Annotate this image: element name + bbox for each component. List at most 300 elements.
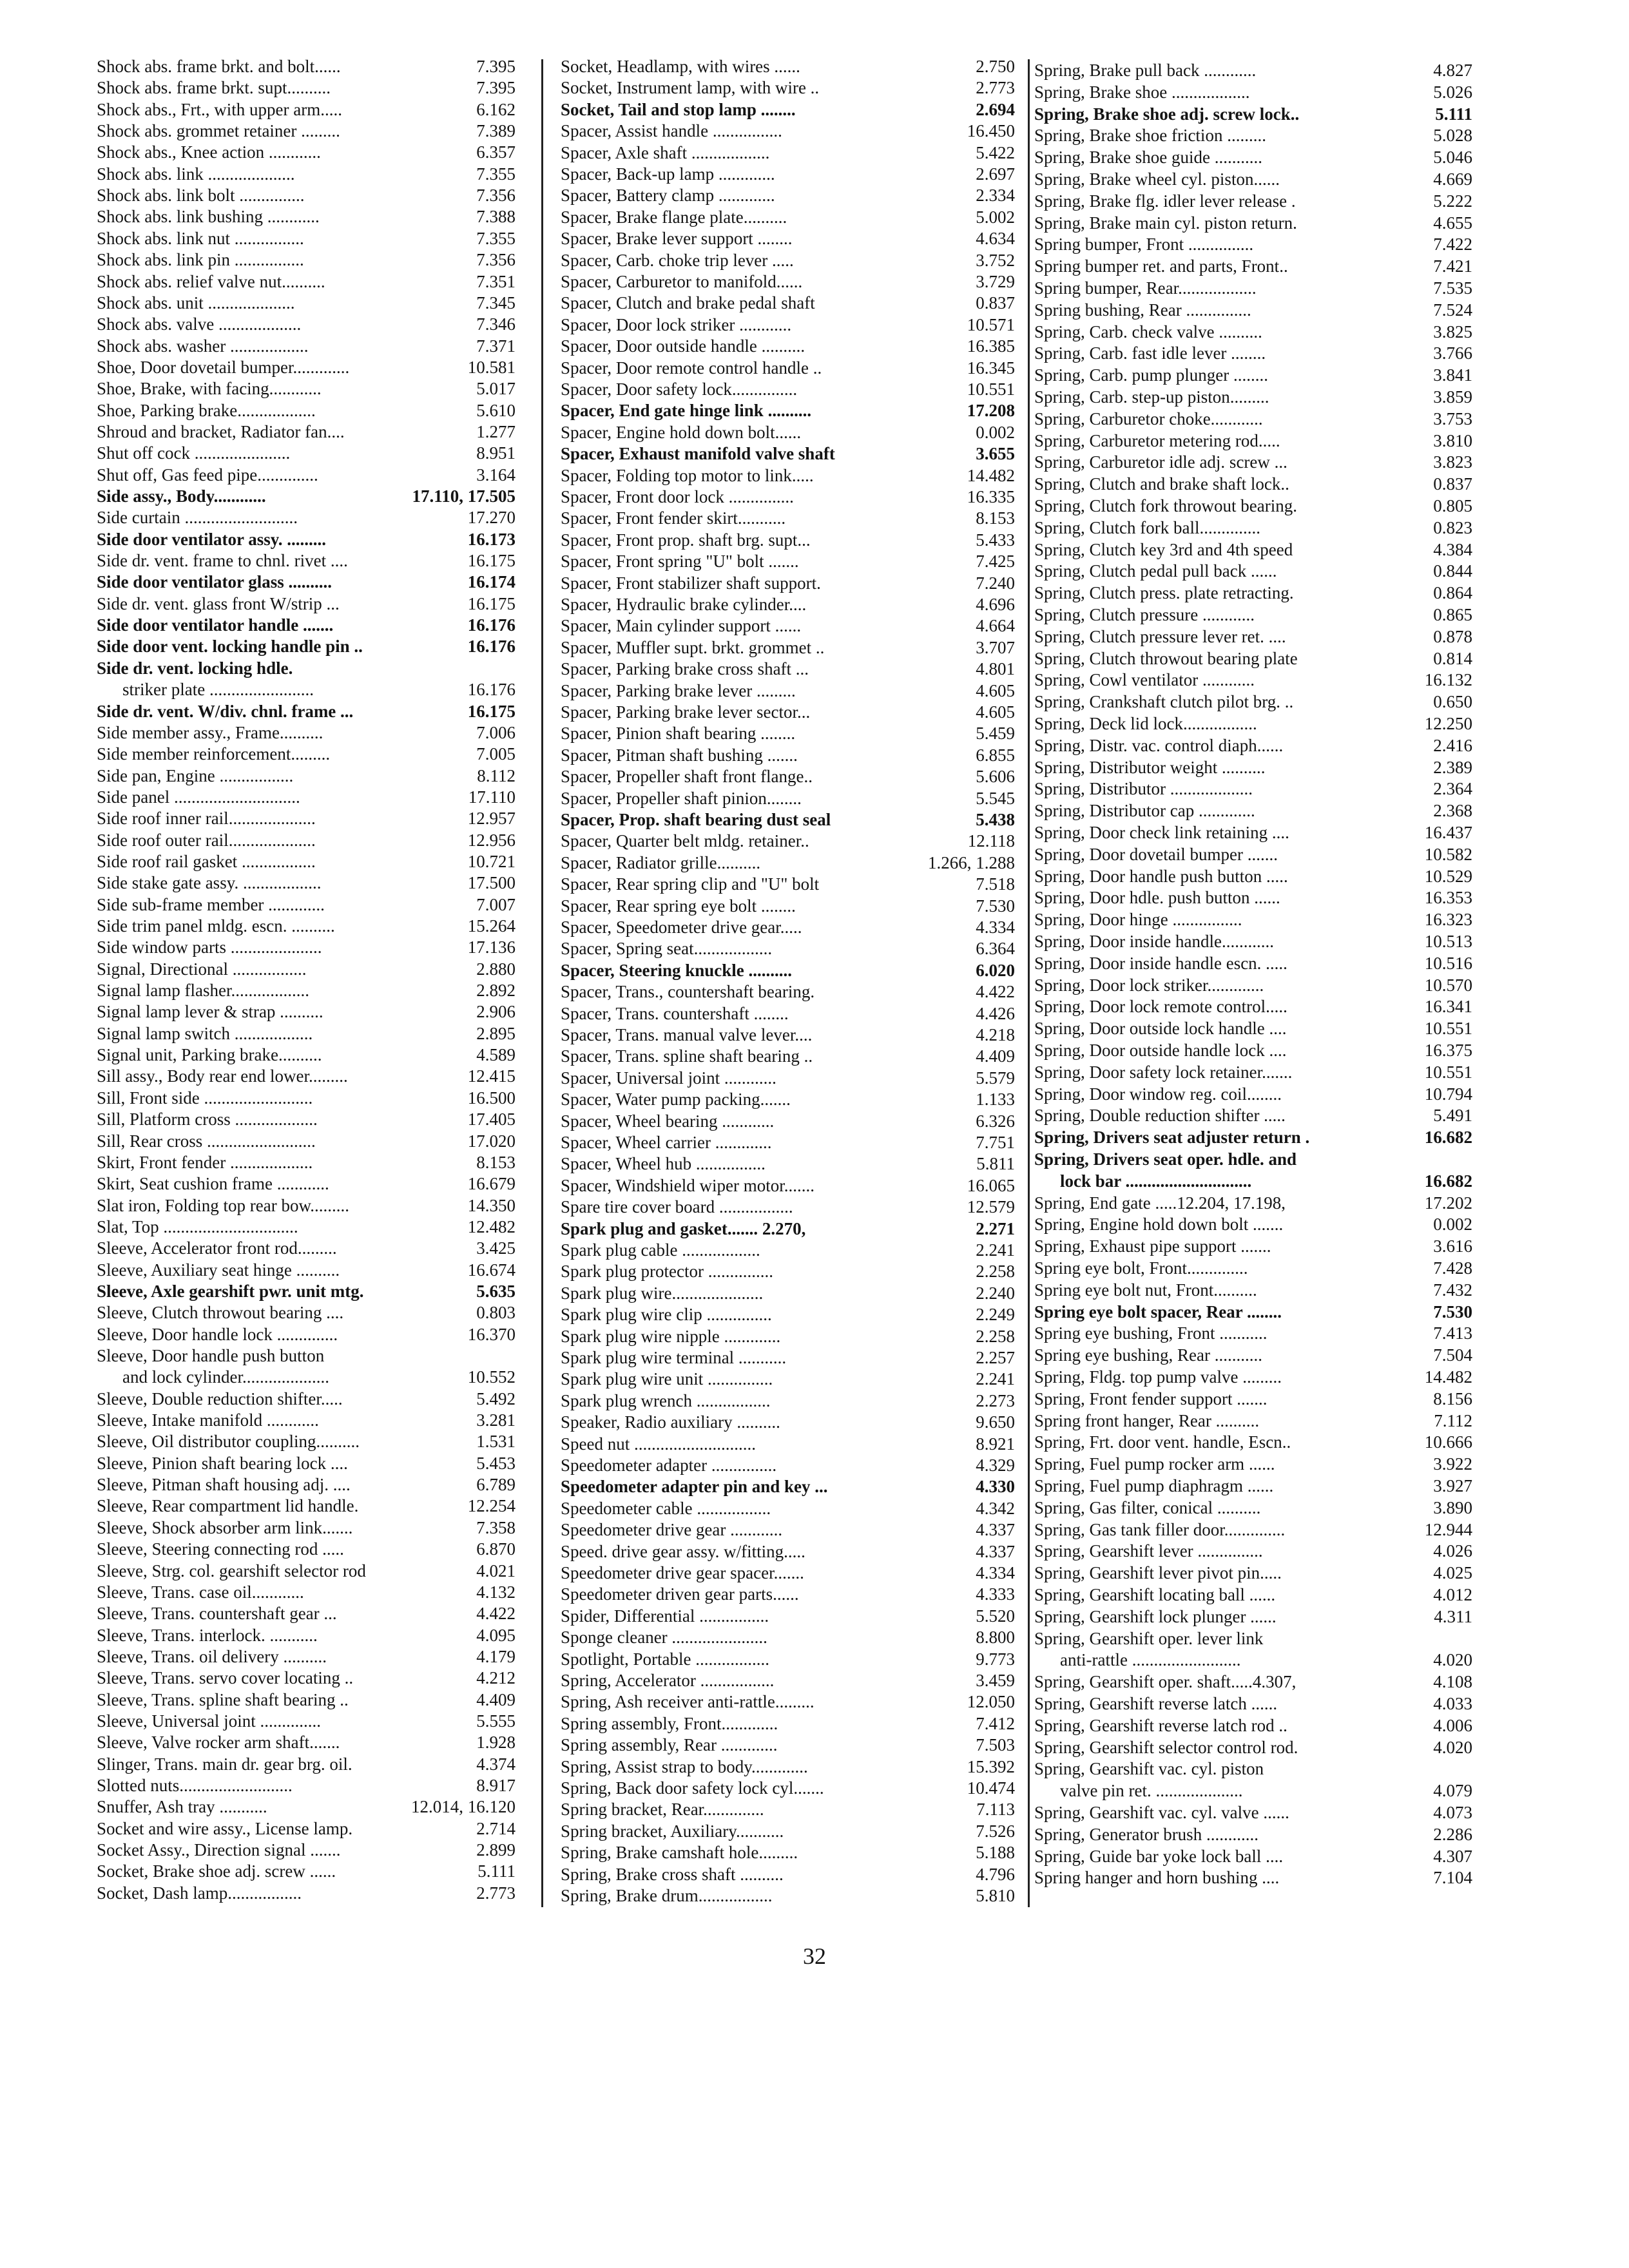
entry-page-ref: 5.222: [1429, 190, 1472, 212]
index-entry: [561, 1841, 1015, 1863]
entry-label: Socket Assy., Direction signal .......: [97, 1840, 341, 1860]
entry-page-ref: 3.616: [1429, 1235, 1472, 1257]
index-entry: [1034, 212, 1472, 234]
entry-label: Skirt, Front fender ...................: [97, 1152, 313, 1172]
entry-label: Spring, Door check link retaining ....: [1034, 823, 1289, 842]
entry-page-ref: 4.218: [972, 1024, 1015, 1046]
entry-label: Spacer, Steering knuckle ..........: [561, 960, 793, 980]
entry-label: Spring, Brake flg. idler lever release .: [1034, 191, 1296, 211]
entry-page-ref: 5.579: [972, 1067, 1015, 1089]
entry-page-ref: 6.020: [972, 959, 1015, 981]
entry-label: Spring, Gearshift vac. cyl. valve ......: [1034, 1803, 1289, 1822]
entry-page-ref: 2.714: [472, 1818, 516, 1840]
entry-page-ref: 0.844: [1429, 560, 1472, 582]
index-entry: [1034, 1257, 1472, 1279]
entry-label: Shoe, Brake, with facing............: [97, 379, 322, 399]
index-entry: [97, 335, 516, 357]
entry-label: Spring, Double reduction shifter .....: [1034, 1106, 1286, 1126]
entry-label: Spring, Carb. fast idle lever ........: [1034, 343, 1266, 363]
index-entry: [97, 1216, 516, 1238]
index-entry: [1034, 1017, 1472, 1039]
index-entry: [1034, 800, 1472, 822]
entry-page-ref: 7.389: [472, 120, 516, 142]
entry-label: Spring, Gearshift reverse latch ......: [1034, 1694, 1278, 1713]
index-entry: [561, 852, 1015, 874]
index-entry: [1034, 1649, 1472, 1671]
entry-label: Spacer, Wheel hub ................: [561, 1154, 766, 1174]
entry-page-ref: 3.752: [972, 249, 1015, 271]
entry-label: Spacer, Universal joint ............: [561, 1068, 776, 1088]
entry-label: Spacer, Brake lever support ........: [561, 229, 793, 249]
index-entry: [561, 1605, 1015, 1627]
entry-page-ref: 2.906: [472, 1001, 516, 1023]
entry-label: Spacer, Back-up lamp .............: [561, 164, 775, 184]
index-entry: [1034, 1475, 1472, 1497]
entry-label: Shoe, Parking brake..................: [97, 400, 316, 420]
index-entry: [561, 227, 1015, 249]
index-entry: [561, 1110, 1015, 1132]
entry-label: Signal, Directional .................: [97, 959, 307, 979]
index-entry: [561, 1798, 1015, 1820]
entry-page-ref: 8.951: [472, 442, 516, 464]
entry-page-ref: 7.428: [1429, 1257, 1472, 1279]
entry-page-ref: 2.773: [972, 77, 1015, 99]
entry-label: Spark plug wire terminal ...........: [561, 1348, 787, 1367]
entry-page-ref: 7.395: [472, 77, 516, 99]
index-entry: [1034, 691, 1472, 713]
index-entry: [561, 787, 1015, 809]
entry-label: Sill, Rear cross .........................: [97, 1131, 316, 1151]
entry-label: Spring, Clutch fork ball..............: [1034, 517, 1260, 537]
entry-page-ref: 16.175: [464, 550, 516, 572]
index-entry: [97, 399, 516, 421]
entry-page-ref: 7.413: [1429, 1322, 1472, 1344]
entry-page-ref: 4.426: [972, 1003, 1015, 1024]
entry-label: Spacer, Radiator grille..........: [561, 852, 761, 872]
entry-page-ref: 2.271: [972, 1218, 1015, 1240]
entry-page-ref: 2.895: [472, 1023, 516, 1044]
index-entry: [1034, 1780, 1472, 1802]
index-entry: [561, 399, 1015, 421]
entry-label: Spacer, Carb. choke trip lever .....: [561, 250, 794, 270]
index-entry: [1034, 995, 1472, 1017]
entry-label: Socket, Headlamp, with wires ......: [561, 57, 800, 76]
entry-label: Skirt, Seat cushion frame ............: [97, 1174, 329, 1194]
entry-page-ref: 7.524: [1429, 299, 1472, 321]
index-entry: [1034, 451, 1472, 473]
entry-label: Spring eye bolt, Front..............: [1034, 1258, 1248, 1278]
entry-page-ref: 4.422: [972, 981, 1015, 1003]
entry-page-ref: 16.132: [1421, 669, 1472, 691]
entry-page-ref: 3.459: [972, 1669, 1015, 1691]
entry-label: Shock abs. unit ....................: [97, 293, 295, 312]
entry-page-ref: 17.110: [465, 786, 516, 808]
index-entry: [1034, 930, 1472, 952]
index-entry: [561, 1390, 1015, 1412]
index-entry: [1034, 539, 1472, 561]
entry-page-ref: 10.551: [1421, 1061, 1472, 1083]
index-entry: [561, 615, 1015, 637]
index-entry: [97, 1860, 516, 1882]
index-entry: [97, 1195, 516, 1216]
entry-page-ref: 2.241: [972, 1239, 1015, 1261]
index-entry: [561, 1713, 1015, 1735]
index-entry: [1034, 299, 1472, 321]
entry-label: Spring, Brake wheel cyl. piston......: [1034, 169, 1280, 189]
entry-page-ref: 12.415: [464, 1065, 516, 1087]
index-entry: [97, 722, 516, 744]
entry-label: Spring, Carb. step-up piston.........: [1034, 387, 1269, 407]
entry-label: Spring, Door handle push button .....: [1034, 866, 1288, 886]
entry-label: Spacer, Door lock striker ............: [561, 314, 792, 334]
entry-label: Spring, Gearshift vac. cyl. piston: [1034, 1759, 1264, 1779]
entry-page-ref: 4.026: [1429, 1540, 1472, 1562]
entry-label: Spring, Clutch fork throwout bearing.: [1034, 496, 1297, 515]
index-entry: [97, 1774, 516, 1796]
entry-page-ref: 7.345: [472, 292, 516, 314]
entry-page-ref: 7.355: [472, 163, 516, 185]
entry-label: Slat, Top ...............................: [97, 1216, 298, 1236]
entry-page-ref: 4.033: [1429, 1693, 1472, 1715]
entry-page-ref: 5.026: [1429, 81, 1472, 103]
entry-page-ref: 3.164: [472, 464, 516, 486]
index-entry: [561, 916, 1015, 938]
index-entry: [1034, 1366, 1472, 1388]
entry-label: Shock abs. link bolt ...............: [97, 186, 305, 206]
entry-page-ref: 2.880: [472, 958, 516, 980]
entry-label: Spring eye bolt nut, Front..........: [1034, 1280, 1257, 1300]
entry-label: Side curtain ..........................: [97, 508, 298, 528]
entry-page-ref: 8.156: [1429, 1388, 1472, 1410]
entry-page-ref: 7.422: [1429, 233, 1472, 255]
index-entry: [97, 506, 516, 528]
entry-label: anti-rattle .........................: [1060, 1650, 1241, 1670]
entry-page-ref: 3.825: [1429, 321, 1472, 343]
entry-label: Spacer, Pitman shaft bushing .......: [561, 745, 798, 765]
entry-label: Spring, Carburetor idle adj. screw ...: [1034, 452, 1287, 472]
entry-page-ref: 17.202: [1421, 1192, 1472, 1214]
index-entry: [97, 1430, 516, 1452]
entry-label: Spacer, Parking brake lever sector...: [561, 702, 811, 722]
entry-page-ref: 8.917: [472, 1774, 516, 1796]
index-entry: [97, 421, 516, 443]
entry-label: Side trim panel mldg. escn. ..........: [97, 916, 335, 936]
index-entry: [1034, 648, 1472, 669]
entry-label: Socket, Dash lamp.................: [97, 1883, 302, 1903]
entry-label: Spring, Distributor ...................: [1034, 779, 1253, 799]
index-entry: [561, 1067, 1015, 1089]
entry-page-ref: 16.375: [1421, 1039, 1472, 1061]
entry-page-ref: 10.552: [464, 1366, 516, 1388]
entry-label: Shock abs. relief valve nut..........: [97, 271, 325, 291]
entry-page-ref: 2.697: [972, 163, 1015, 185]
entry-page-ref: 4.020: [1429, 1649, 1472, 1671]
entry-page-ref: 1.133: [972, 1088, 1015, 1110]
index-entry: [97, 635, 516, 657]
entry-page-ref: 4.605: [972, 701, 1015, 723]
entry-label: Spring, Door lock striker.............: [1034, 975, 1264, 995]
index-entry: [1034, 1715, 1472, 1736]
entry-page-ref: 7.240: [972, 572, 1015, 594]
entry-label: Spring, Brake camshaft hole.........: [561, 1843, 798, 1863]
index-entry: [1034, 1802, 1472, 1823]
entry-page-ref: 4.384: [1429, 539, 1472, 561]
index-entry: [1034, 146, 1472, 168]
index-entry: [97, 485, 516, 507]
entry-page-ref: 16.500: [464, 1087, 516, 1109]
entry-label: Spacer, Door outside handle ..........: [561, 336, 805, 356]
entry-label: Spacer, Assist handle ................: [561, 121, 782, 141]
index-entry: [97, 1452, 516, 1474]
entry-label: Spring, Brake shoe guide ...........: [1034, 148, 1262, 168]
index-entry: [1034, 908, 1472, 930]
entry-page-ref: 7.503: [972, 1734, 1015, 1756]
entry-page-ref: 12.118: [964, 830, 1015, 852]
entry-page-ref: 2.750: [972, 55, 1015, 77]
index-entry: [561, 1497, 1015, 1519]
entry-label: Sill, Front side .........................: [97, 1088, 313, 1108]
index-entry: [561, 1045, 1015, 1067]
entry-page-ref: 4.021: [472, 1560, 516, 1582]
index-entry: [1034, 277, 1472, 299]
index-entry: [1034, 430, 1472, 452]
entry-label: Spring, End gate .....12.204, 17.198,: [1034, 1193, 1286, 1213]
entry-label: Spring, Door dovetail bumper .......: [1034, 844, 1278, 864]
entry-label: Socket and wire assy., License lamp.: [97, 1818, 353, 1838]
index-entry: [561, 77, 1015, 99]
entry-label: Side roof outer rail....................: [97, 830, 316, 850]
index-entry: [97, 206, 516, 227]
index-entry: [561, 1153, 1015, 1175]
entry-label: Slat iron, Folding top rear bow.........: [97, 1195, 349, 1215]
index-entry: [1034, 1628, 1472, 1649]
index-entry: [97, 1065, 516, 1087]
entry-label: Side dr. vent. glass front W/strip ...: [97, 593, 340, 613]
index-entry: [1034, 190, 1472, 212]
index-entry: [97, 249, 516, 271]
entry-label: Spring, Generator brush ............: [1034, 1824, 1258, 1844]
entry-label: Spacer, Propeller shaft front flange..: [561, 767, 813, 787]
entry-page-ref: 2.899: [472, 1839, 516, 1861]
entry-label: Spacer, Rear spring eye bolt ........: [561, 896, 796, 916]
index-entry: [561, 1734, 1015, 1756]
index-entry: [97, 807, 516, 829]
index-entry: [97, 227, 516, 249]
entry-page-ref: 4.337: [972, 1541, 1015, 1562]
index-entry: [97, 936, 516, 958]
entry-label: Side door vent. locking handle pin ..: [97, 637, 363, 657]
entry-page-ref: 2.249: [972, 1303, 1015, 1325]
index-entry: [1034, 1431, 1472, 1453]
index-entry: [1034, 582, 1472, 604]
entry-label: Spacer, Door remote control handle ..: [561, 358, 822, 378]
entry-page-ref: 14.350: [464, 1195, 516, 1216]
entry-page-ref: 5.610: [472, 399, 516, 421]
entry-label: Spark plug protector ...............: [561, 1262, 773, 1282]
entry-label: Speedometer driven gear parts......: [561, 1584, 799, 1604]
index-entry: [97, 743, 516, 765]
entry-label: Spring bumper, Front ...............: [1034, 235, 1254, 255]
index-entry: [1034, 473, 1472, 495]
entry-page-ref: 3.707: [972, 637, 1015, 658]
entry-page-ref: 4.605: [972, 680, 1015, 702]
entry-label: Spring, Clutch throwout bearing plate: [1034, 648, 1298, 668]
entry-page-ref: 7.112: [1430, 1410, 1472, 1432]
entry-label: Spring, Gas filter, conical ..........: [1034, 1497, 1261, 1517]
entry-page-ref: 7.006: [472, 722, 516, 744]
index-entry: [1034, 1867, 1472, 1888]
entry-page-ref: 4.669: [1429, 168, 1472, 190]
entry-page-ref: 2.416: [1429, 735, 1472, 756]
index-entry: [97, 786, 516, 808]
index-entry: [97, 550, 516, 572]
entry-page-ref: 5.555: [472, 1710, 516, 1732]
index-entry: [1034, 1279, 1472, 1301]
entry-page-ref: 5.810: [972, 1885, 1015, 1907]
entry-page-ref: 7.388: [472, 206, 516, 227]
entry-page-ref: 12.050: [963, 1691, 1015, 1713]
entry-page-ref: 3.890: [1429, 1497, 1472, 1519]
entry-page-ref: 4.329: [972, 1454, 1015, 1476]
index-entry: [561, 873, 1015, 895]
entry-label: Socket, Brake shoe adj. screw ......: [97, 1861, 336, 1881]
index-entry: [1034, 1301, 1472, 1323]
entry-label: Spacer, Trans., countershaft bearing.: [561, 982, 815, 1002]
entry-page-ref: 3.823: [1429, 451, 1472, 473]
entry-page-ref: 4.801: [972, 658, 1015, 680]
entry-page-ref: 8.112: [473, 765, 516, 787]
entry-label: Spring, Clutch key 3rd and 4th speed: [1034, 539, 1293, 559]
entry-page-ref: 2.364: [1429, 778, 1472, 800]
entry-page-ref: 10.571: [963, 314, 1015, 336]
index-entry: [561, 378, 1015, 400]
index-entry: [1034, 495, 1472, 517]
index-entry: [561, 1368, 1015, 1390]
entry-page-ref: 3.425: [472, 1237, 516, 1259]
entry-label: Spacer, Carburetor to manifold......: [561, 272, 803, 291]
entry-page-ref: 16.065: [963, 1175, 1015, 1196]
entry-page-ref: 4.311: [1430, 1606, 1472, 1628]
entry-page-ref: 17.500: [464, 872, 516, 894]
index-entry: [561, 1475, 1015, 1497]
entry-label: Sleeve, Door handle push button: [97, 1346, 325, 1365]
entry-page-ref: 7.432: [1429, 1279, 1472, 1301]
entry-label: Spring bumper, Rear..................: [1034, 278, 1257, 298]
entry-page-ref: 7.751: [972, 1131, 1015, 1153]
entry-page-ref: 4.108: [1429, 1671, 1472, 1693]
entry-page-ref: 16.176: [464, 614, 516, 636]
index-entry: [561, 765, 1015, 787]
entry-page-ref: 4.827: [1429, 59, 1472, 81]
index-entry: [97, 1388, 516, 1410]
index-entry: [97, 1602, 516, 1624]
index-entry: [97, 99, 516, 120]
index-entry: [1034, 386, 1472, 408]
entry-page-ref: 17.405: [464, 1108, 516, 1130]
entry-label: Spring, Brake pull back ............: [1034, 61, 1257, 80]
index-entry: [561, 637, 1015, 658]
index-entry: [97, 700, 516, 722]
entry-label: Spring, Cowl ventilator ............: [1034, 670, 1255, 690]
entry-label: Spring, Front fender support .......: [1034, 1389, 1268, 1408]
entry-label: Spring bumper ret. and parts, Front..: [1034, 256, 1288, 276]
entry-page-ref: 6.364: [972, 937, 1015, 959]
index-entry: [561, 529, 1015, 551]
entry-page-ref: 0.805: [1429, 495, 1472, 517]
entry-page-ref: 0.837: [1429, 473, 1472, 495]
index-entry: [561, 163, 1015, 185]
entry-page-ref: 7.358: [472, 1517, 516, 1539]
entry-page-ref: 12.579: [963, 1196, 1015, 1218]
entry-label: Sleeve, Accelerator front rod.........: [97, 1238, 337, 1258]
entry-page-ref: 15.392: [963, 1756, 1015, 1778]
index-entry: [561, 1519, 1015, 1541]
entry-label: Snuffer, Ash tray ...........: [97, 1797, 267, 1817]
index-entry: [97, 184, 516, 206]
entry-page-ref: 4.073: [1429, 1802, 1472, 1823]
entry-page-ref: 17.136: [464, 936, 516, 958]
index-entry: [1034, 517, 1472, 539]
entry-page-ref: 5.438: [972, 809, 1015, 831]
index-entry: [97, 55, 516, 77]
index-entry: [561, 1024, 1015, 1046]
entry-page-ref: 16.682: [1421, 1126, 1472, 1148]
index-entry: [561, 1303, 1015, 1325]
entry-page-ref: 8.800: [972, 1626, 1015, 1648]
entry-label: Signal lamp lever & strap ..........: [97, 1002, 323, 1022]
entry-page-ref: 6.870: [472, 1538, 516, 1560]
entry-label: Spring bushing, Rear ...............: [1034, 300, 1251, 320]
entry-label: Spacer, Rear spring clip and "U" bolt: [561, 874, 820, 894]
index-entry: [561, 55, 1015, 77]
entry-label: Spacer, Door safety lock...............: [561, 380, 798, 399]
entry-page-ref: 4.095: [472, 1624, 516, 1646]
index-entry: [97, 1818, 516, 1840]
entry-label: Spring eye bushing, Rear ...........: [1034, 1345, 1262, 1365]
index-entry: [97, 894, 516, 916]
index-entry: [1034, 887, 1472, 908]
entry-page-ref: 4.212: [472, 1667, 516, 1689]
entry-page-ref: 16.345: [963, 357, 1015, 379]
entry-page-ref: 7.113: [972, 1798, 1015, 1820]
entry-label: Spring, Accelerator .................: [561, 1671, 775, 1690]
entry-label: Spring, Distr. vac. control diaph......: [1034, 735, 1284, 755]
index-entry: [97, 1796, 516, 1818]
entry-label: Spring, Ash receiver anti-rattle.........: [561, 1692, 815, 1712]
entry-page-ref: 4.409: [972, 1045, 1015, 1067]
entry-page-ref: 0.865: [1429, 604, 1472, 626]
entry-label: Spacer, Hydraulic brake cylinder....: [561, 595, 807, 614]
entry-page-ref: 5.028: [1429, 124, 1472, 146]
index-entry: [1034, 1344, 1472, 1366]
entry-label: Sleeve, Pinion shaft bearing lock ....: [97, 1453, 348, 1473]
entry-label: Spring, Door outside handle lock ....: [1034, 1041, 1287, 1060]
index-entry: [97, 979, 516, 1001]
entry-page-ref: 5.453: [472, 1452, 516, 1474]
index-entry: [97, 271, 516, 293]
entry-label: Sill, Platform cross ...................: [97, 1110, 318, 1129]
index-entry: [561, 465, 1015, 486]
index-entry: [561, 744, 1015, 766]
entry-label: Spacer, Parking brake cross shaft ...: [561, 659, 809, 679]
entry-page-ref: 10.516: [1421, 952, 1472, 974]
index-entry: [561, 184, 1015, 206]
entry-page-ref: 7.395: [472, 55, 516, 77]
entry-page-ref: 0.823: [1429, 517, 1472, 539]
index-entry: [1034, 843, 1472, 865]
index-entry: [1034, 974, 1472, 996]
index-entry: [561, 981, 1015, 1003]
